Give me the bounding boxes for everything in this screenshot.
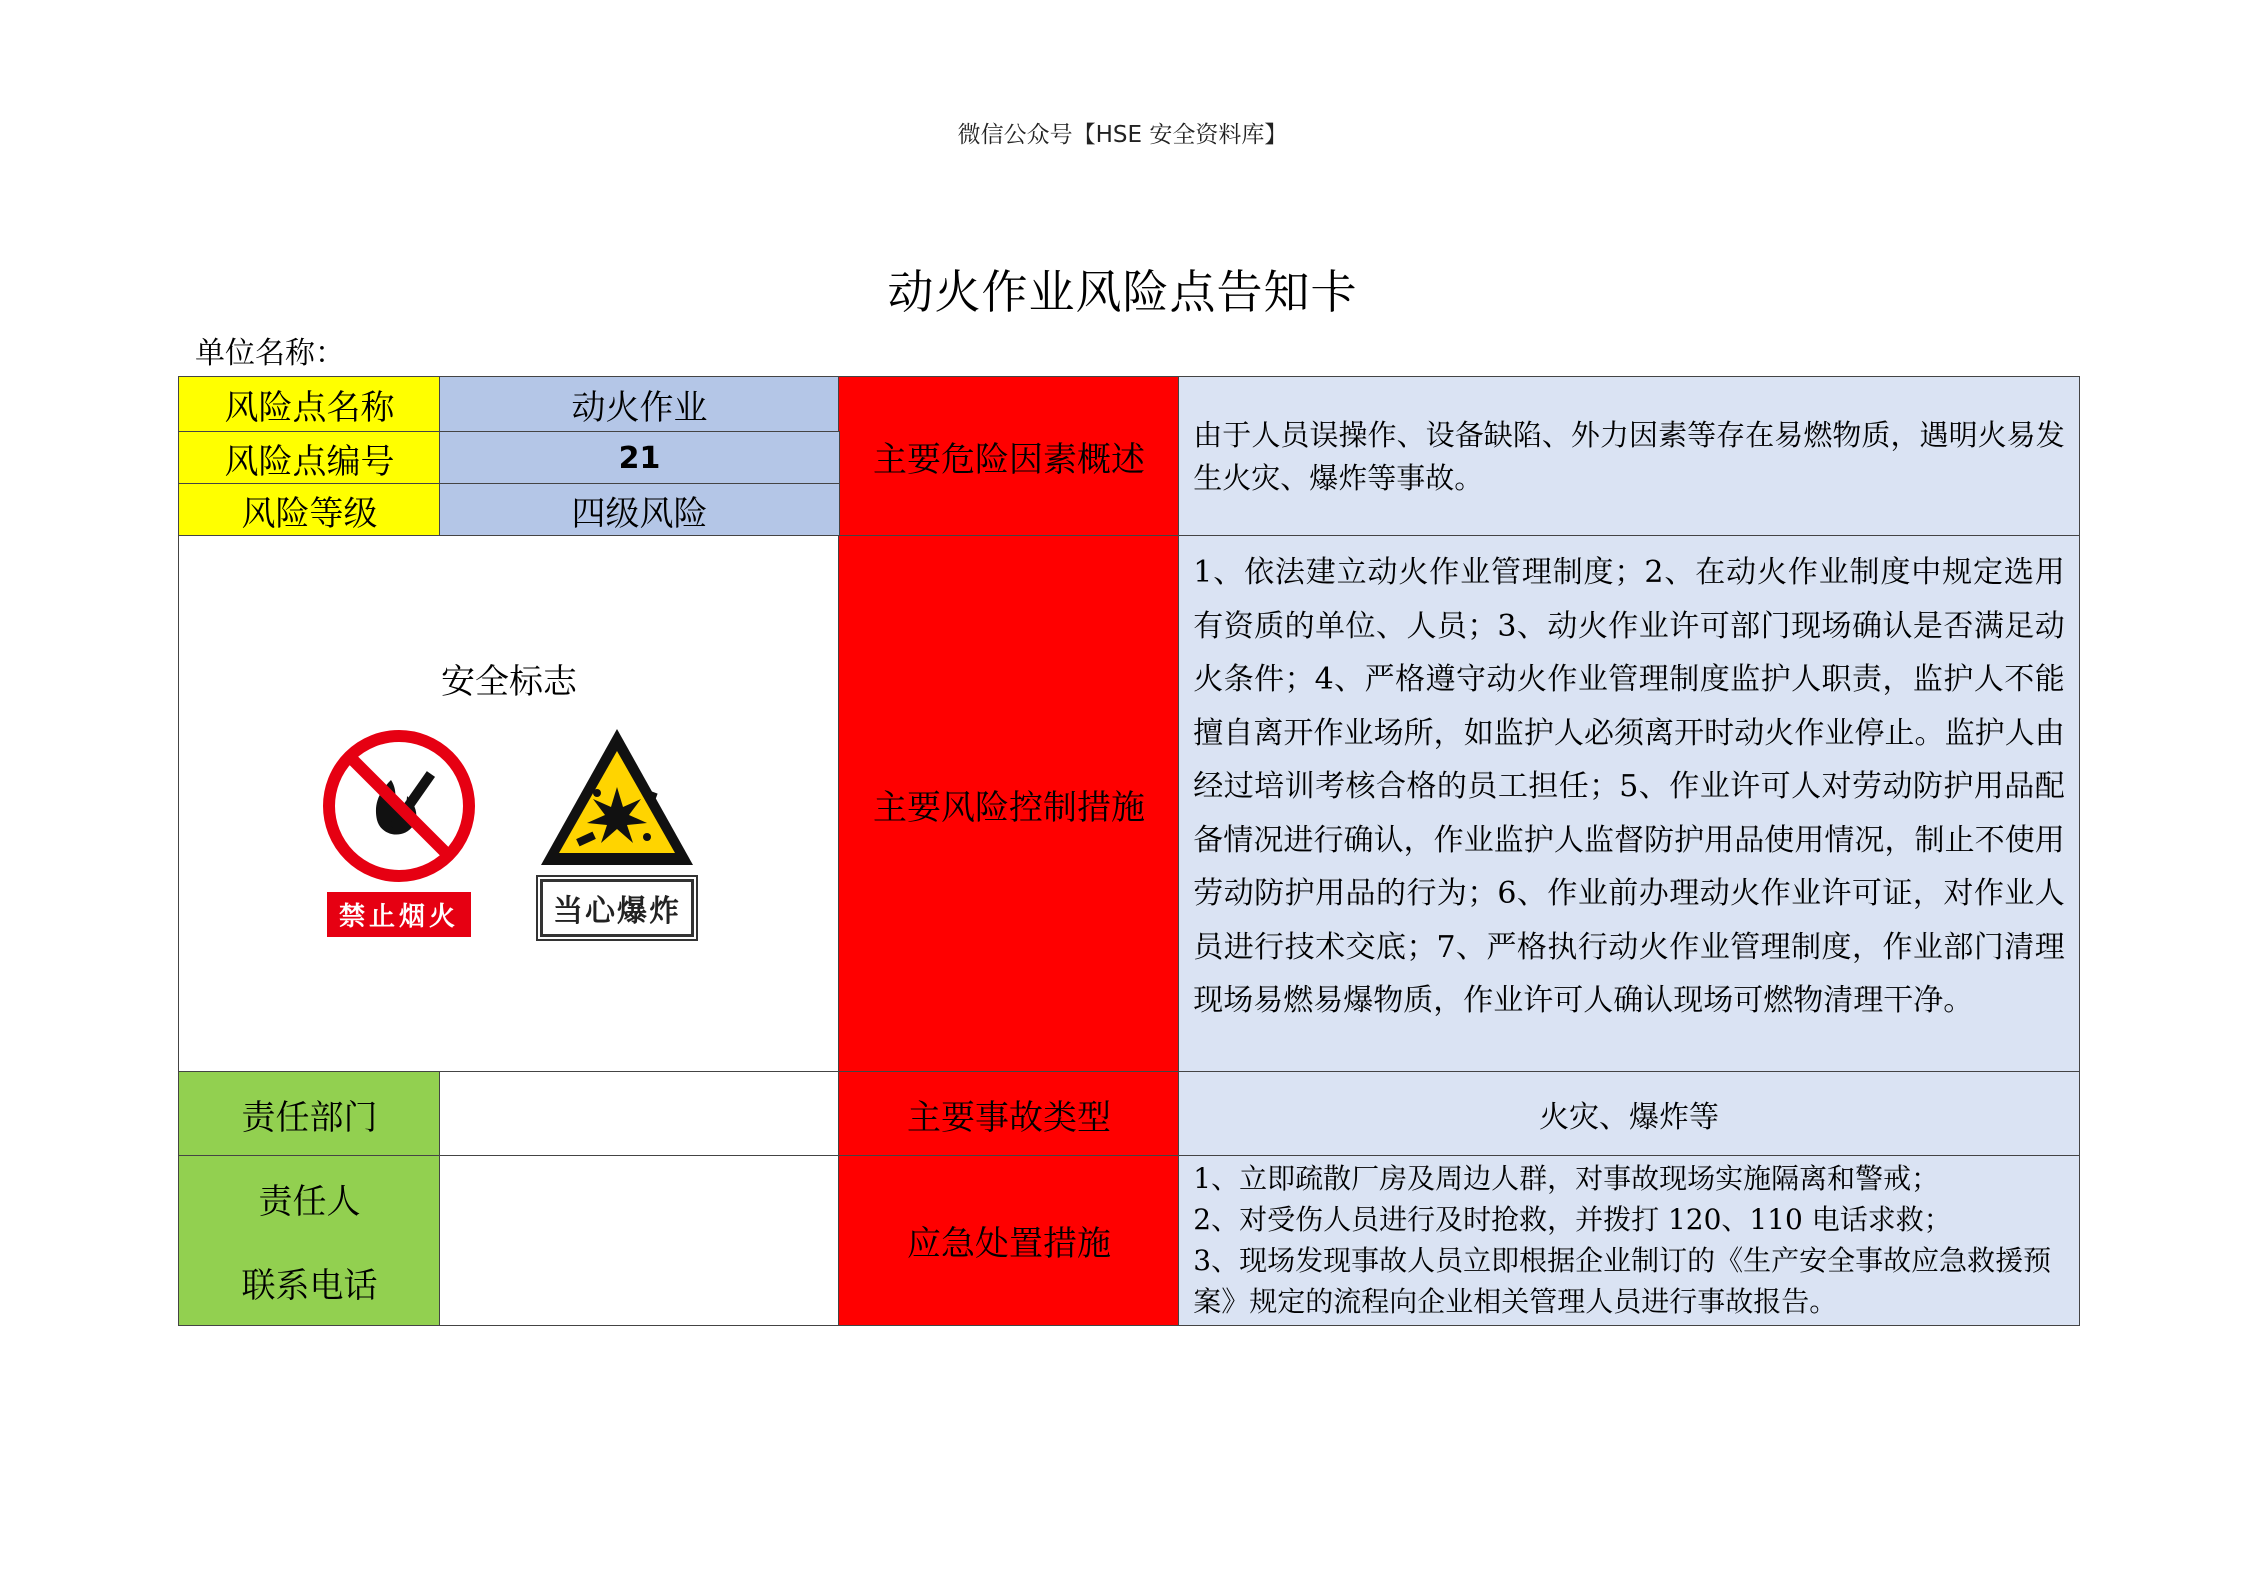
no-fire-sign-icon xyxy=(321,728,477,884)
control-label: 主要风险控制措施 xyxy=(838,535,1180,1073)
no-fire-sign xyxy=(321,728,477,937)
contact-label-cell xyxy=(178,1155,441,1326)
phone-label: 联系电话 xyxy=(241,1266,378,1307)
dept-value xyxy=(439,1071,840,1157)
risk-no-label: 风险点编号 xyxy=(178,431,441,485)
emergency-text: 1、立即疏散厂房及周边人群，对事故现场实施隔离和警戒； 2、对受伤人员进行及时抢救，并拨打 120、110 电话求救； 3、现场发现事故人员立即根据企业制订的《生产安全事故应急救援预案》规定的流程向企业相关管理人员进行事故报告。 xyxy=(1178,1155,2080,1326)
unit-name-label: 单位名称： xyxy=(195,336,345,371)
risk-no-value: 21 xyxy=(439,431,840,485)
risk-level-label: 风险等级 xyxy=(178,483,441,537)
safety-signs-area xyxy=(178,535,840,1073)
risk-name-value: 动火作业 xyxy=(439,376,840,433)
header-watermark: 微信公众号【HSE 安全资料库】 xyxy=(957,122,1288,148)
explosion-warning-label: 当心爆炸 xyxy=(540,879,694,937)
hazard-label: 主要危险因素概述 xyxy=(838,376,1180,537)
contact-value xyxy=(439,1155,840,1326)
accident-value: 火灾、爆炸等 xyxy=(1178,1071,2080,1157)
risk-level-value: 四级风险 xyxy=(439,483,840,537)
explosion-warning-sign xyxy=(537,725,697,937)
safety-signs-row xyxy=(321,725,697,937)
person-label: 责任人 xyxy=(258,1181,361,1222)
risk-name-label: 风险点名称 xyxy=(178,376,441,433)
emergency-label: 应急处置措施 xyxy=(838,1155,1180,1326)
control-text: 1、依法建立动火作业管理制度；2、在动火作业制度中规定选用有资质的单位、人员；3、动火作业许可部门现场确认是否满足动火条件；4、严格遵守动火作业管理制度监护人职责，监护人不能擅自离开作业场所，如监护人必须离开时动火作业停止。监护人由经过培训考核合格的员工担任；5、作业许可人对劳动防护用品配备情况进行确认，作业监护人监督防护用品使用情况，制止不使用劳动防护用品的行为；6、作业前办理动火作业许可证，对作业人员进行技术交底；7、严格执行动火作业管理制度，作业部门清理现场易燃易爆物质，作业许可人确认现场可燃物清理干净。 xyxy=(1178,535,2080,1073)
risk-notice-card xyxy=(178,376,2078,1324)
dept-label: 责任部门 xyxy=(178,1071,441,1157)
hazard-text: 由于人员误操作、设备缺陷、外力因素等存在易燃物质，遇明火易发生火灾、爆炸等事故。 xyxy=(1178,376,2080,537)
accident-label: 主要事故类型 xyxy=(838,1071,1180,1157)
page-title: 动火作业风险点告知卡 xyxy=(887,265,1358,319)
explosion-warning-icon xyxy=(537,725,697,871)
no-fire-sign-label: 禁止烟火 xyxy=(327,892,471,937)
safety-signs-label: 安全标志 xyxy=(441,662,577,703)
